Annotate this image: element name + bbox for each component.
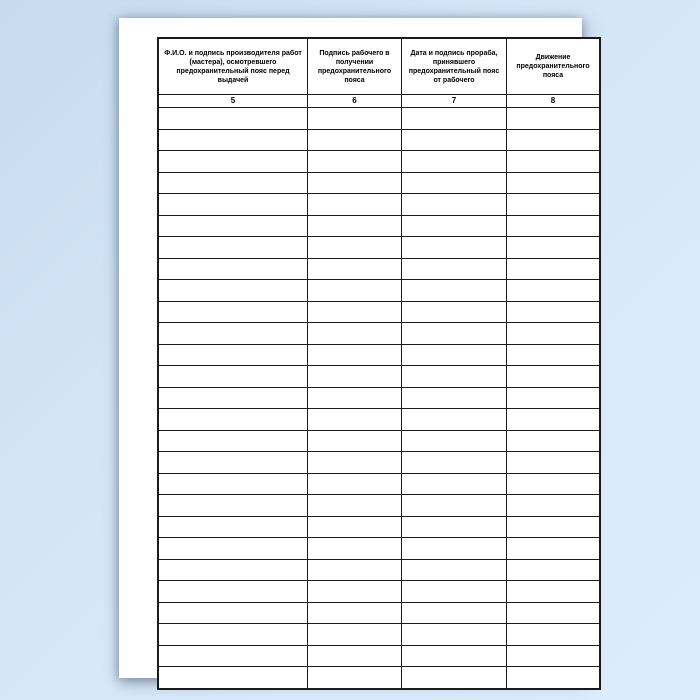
empty-cell [308,258,402,280]
empty-cell [402,538,507,560]
empty-cell [402,473,507,495]
column-number-7: 7 [402,95,507,108]
empty-cell [308,344,402,366]
empty-cell [308,581,402,603]
empty-cell [402,194,507,216]
table-row [158,430,600,452]
empty-cell [308,645,402,667]
empty-cell [158,387,308,409]
empty-cell [158,151,308,173]
empty-cell [402,301,507,323]
empty-cell [402,667,507,689]
empty-cell [507,151,601,173]
empty-cell [158,215,308,237]
table-row [158,559,600,581]
empty-cell [308,452,402,474]
table-row [158,387,600,409]
empty-cell [308,237,402,259]
table-row [158,495,600,517]
table-row [158,237,600,259]
empty-cell [402,645,507,667]
empty-cell [158,473,308,495]
empty-cell [402,495,507,517]
empty-cell [308,495,402,517]
empty-cell [507,323,601,345]
empty-cell [402,344,507,366]
empty-cell [158,409,308,431]
empty-cell [308,280,402,302]
empty-cell [402,323,507,345]
table-row [158,151,600,173]
empty-cell [158,452,308,474]
table-row [158,624,600,646]
table-row [158,301,600,323]
table-row [158,452,600,474]
table-row [158,409,600,431]
document-sheet [119,18,590,678]
empty-cell [158,280,308,302]
empty-cell [158,366,308,388]
empty-cell [507,495,601,517]
empty-cell [402,129,507,151]
empty-cell [158,430,308,452]
empty-cell [308,387,402,409]
empty-cell [308,301,402,323]
table-row [158,645,600,667]
table-row [158,280,600,302]
empty-cell [507,409,601,431]
empty-cell [308,151,402,173]
table-row [158,366,600,388]
empty-cell [158,495,308,517]
empty-cell [507,215,601,237]
empty-cell [308,602,402,624]
empty-cell [402,280,507,302]
empty-cell [308,194,402,216]
empty-cell [308,129,402,151]
empty-cell [308,516,402,538]
empty-cell [158,129,308,151]
empty-cell [402,602,507,624]
table-row [158,323,600,345]
empty-cell [308,323,402,345]
empty-cell [507,538,601,560]
table-row [158,172,600,194]
safety-belt-log-table [157,37,601,690]
empty-cell [402,581,507,603]
table-row [158,194,600,216]
empty-cell [308,409,402,431]
empty-cell [158,667,308,689]
column-number-8: 8 [507,95,601,108]
empty-cell [308,366,402,388]
empty-cell [507,473,601,495]
empty-cell [507,516,601,538]
table-row [158,473,600,495]
empty-cell [507,624,601,646]
empty-cell [158,323,308,345]
empty-cell [507,280,601,302]
empty-cell [308,215,402,237]
empty-cell [158,258,308,280]
table-row [158,108,600,130]
empty-cell [507,108,601,130]
empty-cell [402,387,507,409]
table-row [158,258,600,280]
empty-cell [402,559,507,581]
empty-cell [507,667,601,689]
empty-cell [158,194,308,216]
empty-cell [507,366,601,388]
empty-cell [158,581,308,603]
empty-cell [158,237,308,259]
empty-cell [158,602,308,624]
table-row [158,344,600,366]
empty-cell [308,538,402,560]
empty-cell [158,172,308,194]
empty-cell [507,645,601,667]
column-header-6: Подпись рабочего в получении предохранительного пояса [308,38,402,95]
empty-cell [158,538,308,560]
empty-cell [308,473,402,495]
empty-cell [308,667,402,689]
empty-cell [308,624,402,646]
table-head [158,38,600,108]
empty-cell [402,624,507,646]
empty-cell [507,258,601,280]
empty-cell [402,215,507,237]
table-row [158,129,600,151]
header-row [158,38,600,95]
empty-cell [308,559,402,581]
table-row [158,581,600,603]
empty-cell [507,602,601,624]
empty-cell [402,452,507,474]
column-number-row [158,95,600,108]
column-number-5: 5 [158,95,308,108]
empty-cell [402,151,507,173]
empty-cell [402,430,507,452]
empty-cell [507,387,601,409]
empty-cell [402,366,507,388]
table-row [158,538,600,560]
empty-cell [308,430,402,452]
empty-cell [308,172,402,194]
empty-cell [507,344,601,366]
empty-cell [158,108,308,130]
empty-cell [158,624,308,646]
empty-cell [158,559,308,581]
empty-cell [402,237,507,259]
table-body [158,108,600,689]
empty-cell [402,172,507,194]
empty-cell [507,194,601,216]
empty-cell [402,258,507,280]
column-header-7: Дата и подпись прораба, принявшего предохранительный пояс от рабочего [402,38,507,95]
empty-cell [402,409,507,431]
empty-cell [507,301,601,323]
empty-cell [402,516,507,538]
empty-cell [158,344,308,366]
column-header-8: Движение предохранительного пояса [507,38,601,95]
empty-cell [507,452,601,474]
empty-cell [507,129,601,151]
empty-cell [507,237,601,259]
empty-cell [507,581,601,603]
column-header-5: Ф.И.О. и подпись производителя работ (мастера), осмотревшего предохранительный пояс перед выдачей [158,38,308,95]
table-row [158,516,600,538]
table-row [158,667,600,689]
empty-cell [308,108,402,130]
empty-cell [158,516,308,538]
empty-cell [507,172,601,194]
empty-cell [507,559,601,581]
table-row [158,215,600,237]
empty-cell [158,301,308,323]
table-row [158,602,600,624]
empty-cell [158,645,308,667]
empty-cell [402,108,507,130]
empty-cell [507,430,601,452]
column-number-6: 6 [308,95,402,108]
